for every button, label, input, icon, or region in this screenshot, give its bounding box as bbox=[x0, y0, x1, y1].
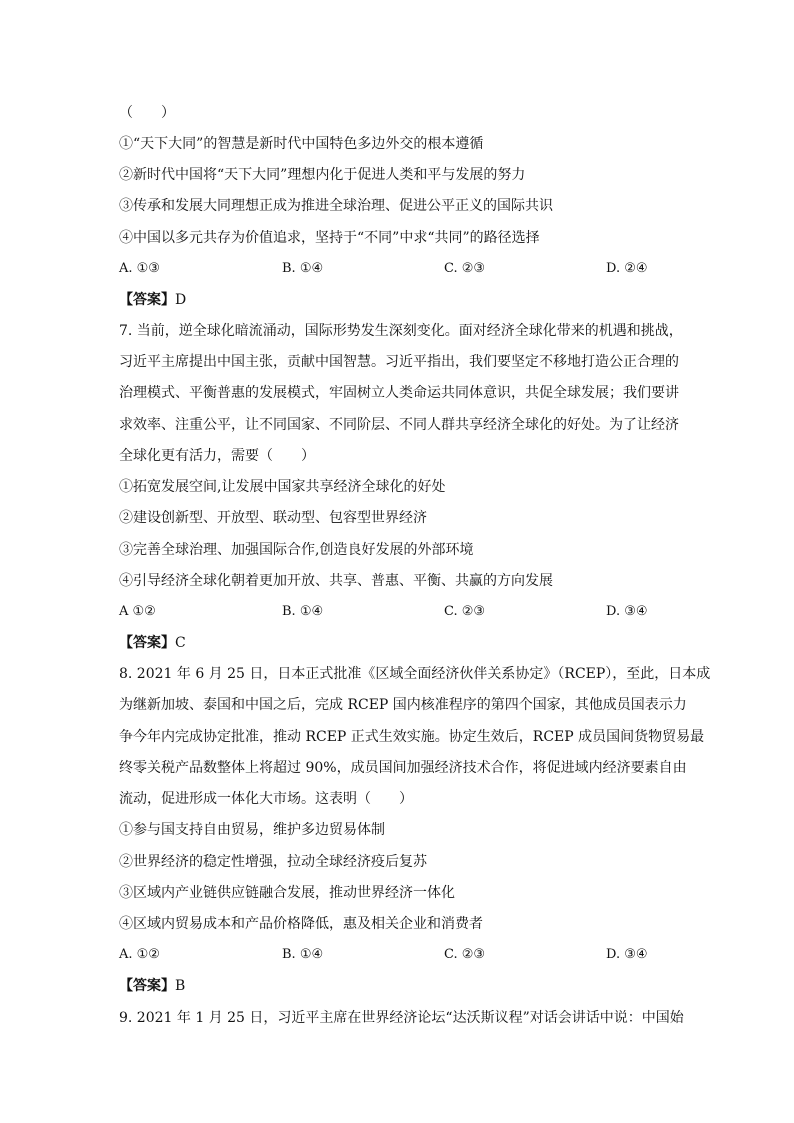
q8-options bbox=[119, 945, 679, 965]
q6-item-4: ④中国以多元共存为价值追求，坚持于“不同”中求“共同”的路径选择 bbox=[119, 230, 540, 246]
q6-option-c: C. ②③ bbox=[444, 261, 486, 276]
q8-option-a: A. ①② bbox=[119, 947, 160, 962]
q6-answer-label: 【答案】 bbox=[119, 292, 175, 308]
q7-item-1: ①拓宽发展空间,让发展中国家共享经济全球化的好处 bbox=[119, 479, 446, 495]
q7-answer-value: C bbox=[175, 635, 186, 651]
q7-text-line-3: 治理模式、平衡普惠的发展模式，牢固树立人类命运共同体意识，共促全球发展；我们要讲 bbox=[119, 385, 679, 401]
q8-answer-value: B bbox=[175, 978, 186, 994]
q6-bracket: （ ） bbox=[119, 105, 175, 121]
q6-answer-value: D bbox=[175, 292, 187, 308]
q7-option-d: D. ③④ bbox=[606, 604, 648, 619]
q7-item-3: ③完善全球治理、加强国际合作,创造良好发展的外部环境 bbox=[119, 542, 474, 558]
q8-text-line-3: 争今年内完成协定批准，推动 RCEP 正式生效实施。协定生效后，RCEP 成员国间货物贸易最 bbox=[119, 729, 705, 745]
q8-option-d: D. ③④ bbox=[606, 947, 648, 962]
q7-item-2: ②建设创新型、开放型、联动型、包容型世界经济 bbox=[119, 510, 427, 526]
q7-text-line-4: 求效率、注重公平，让不同国家、不同阶层、不同人群共享经济全球化的好处。为了让经济 bbox=[119, 417, 679, 433]
q8-text-line-2: 为继新加坡、泰国和中国之后，完成 RCEP 国内核准程序的第四个国家，其他成员国表示力 bbox=[119, 697, 687, 713]
q8-item-1: ①参与国支持自由贸易，维护多边贸易体制 bbox=[119, 822, 385, 838]
q7-option-b: B. ①④ bbox=[282, 604, 324, 619]
q8-item-2: ②世界经济的稳定性增强，拉动全球经济疫后复苏 bbox=[119, 854, 427, 870]
q7-options bbox=[119, 602, 679, 622]
q8-text-line-4: 终零关税产品数整体上将超过 90%，成员国间加强经济技术合作，将促进域内经济要素自由 bbox=[119, 760, 687, 776]
q6-item-3: ③传承和发展大同理想正成为推进全球治理、促进公平正义的国际共识 bbox=[119, 198, 553, 214]
q8-text-line-1: 8. 2021 年 6 月 25 日，日本正式批准《区域全面经济伙伴关系协定》（RCEP），至此，日本成 bbox=[119, 666, 711, 682]
q7-item-4: ④引导经济全球化朝着更加开放、共享、普惠、平衡、共赢的方向发展 bbox=[119, 573, 553, 589]
q6-option-a: A. ①③ bbox=[119, 261, 160, 276]
q7-text-line-2: 习近平主席提出中国主张，贡献中国智慧。习近平指出，我们要坚定不移地打造公正合理的 bbox=[119, 354, 679, 370]
q6-option-d: D. ②④ bbox=[606, 261, 648, 276]
q6-answer bbox=[119, 290, 679, 310]
q6-option-b: B. ①④ bbox=[282, 261, 324, 276]
q7-answer bbox=[119, 633, 679, 653]
q6-item-1: ①“天下大同”的智慧是新时代中国特色多边外交的根本遵循 bbox=[119, 136, 484, 152]
q7-text-line-1: 7. 当前，逆全球化暗流涌动，国际形势发生深刻变化。面对经济全球化带来的机遇和挑战， bbox=[119, 323, 683, 339]
q7-option-a: A ①② bbox=[119, 604, 156, 619]
q8-answer bbox=[119, 976, 679, 996]
q8-option-c: C. ②③ bbox=[444, 947, 486, 962]
q9-text-line-1: 9. 2021 年 1 月 25 日，习近平主席在世界经济论坛“达沃斯议程”对话会讲话中说：中国始 bbox=[119, 1010, 684, 1026]
q8-answer-label: 【答案】 bbox=[119, 978, 175, 994]
q8-text-line-5: 流动，促进形成一体化大市场。这表明（ ） bbox=[119, 791, 413, 807]
q7-option-c: C. ②③ bbox=[444, 604, 486, 619]
q8-item-3: ③区域内产业链供应链融合发展，推动世界经济一体化 bbox=[119, 885, 455, 901]
q8-item-4: ④区域内贸易成本和产品价格降低，惠及相关企业和消费者 bbox=[119, 916, 483, 932]
q7-answer-label: 【答案】 bbox=[119, 635, 175, 651]
q6-item-2: ②新时代中国将“天下大同”理想内化于促进人类和平与发展的努力 bbox=[119, 167, 526, 183]
q6-options bbox=[119, 259, 679, 279]
q8-option-b: B. ①④ bbox=[282, 947, 324, 962]
q7-text-line-5: 全球化更有活力，需要（ ） bbox=[119, 448, 315, 464]
